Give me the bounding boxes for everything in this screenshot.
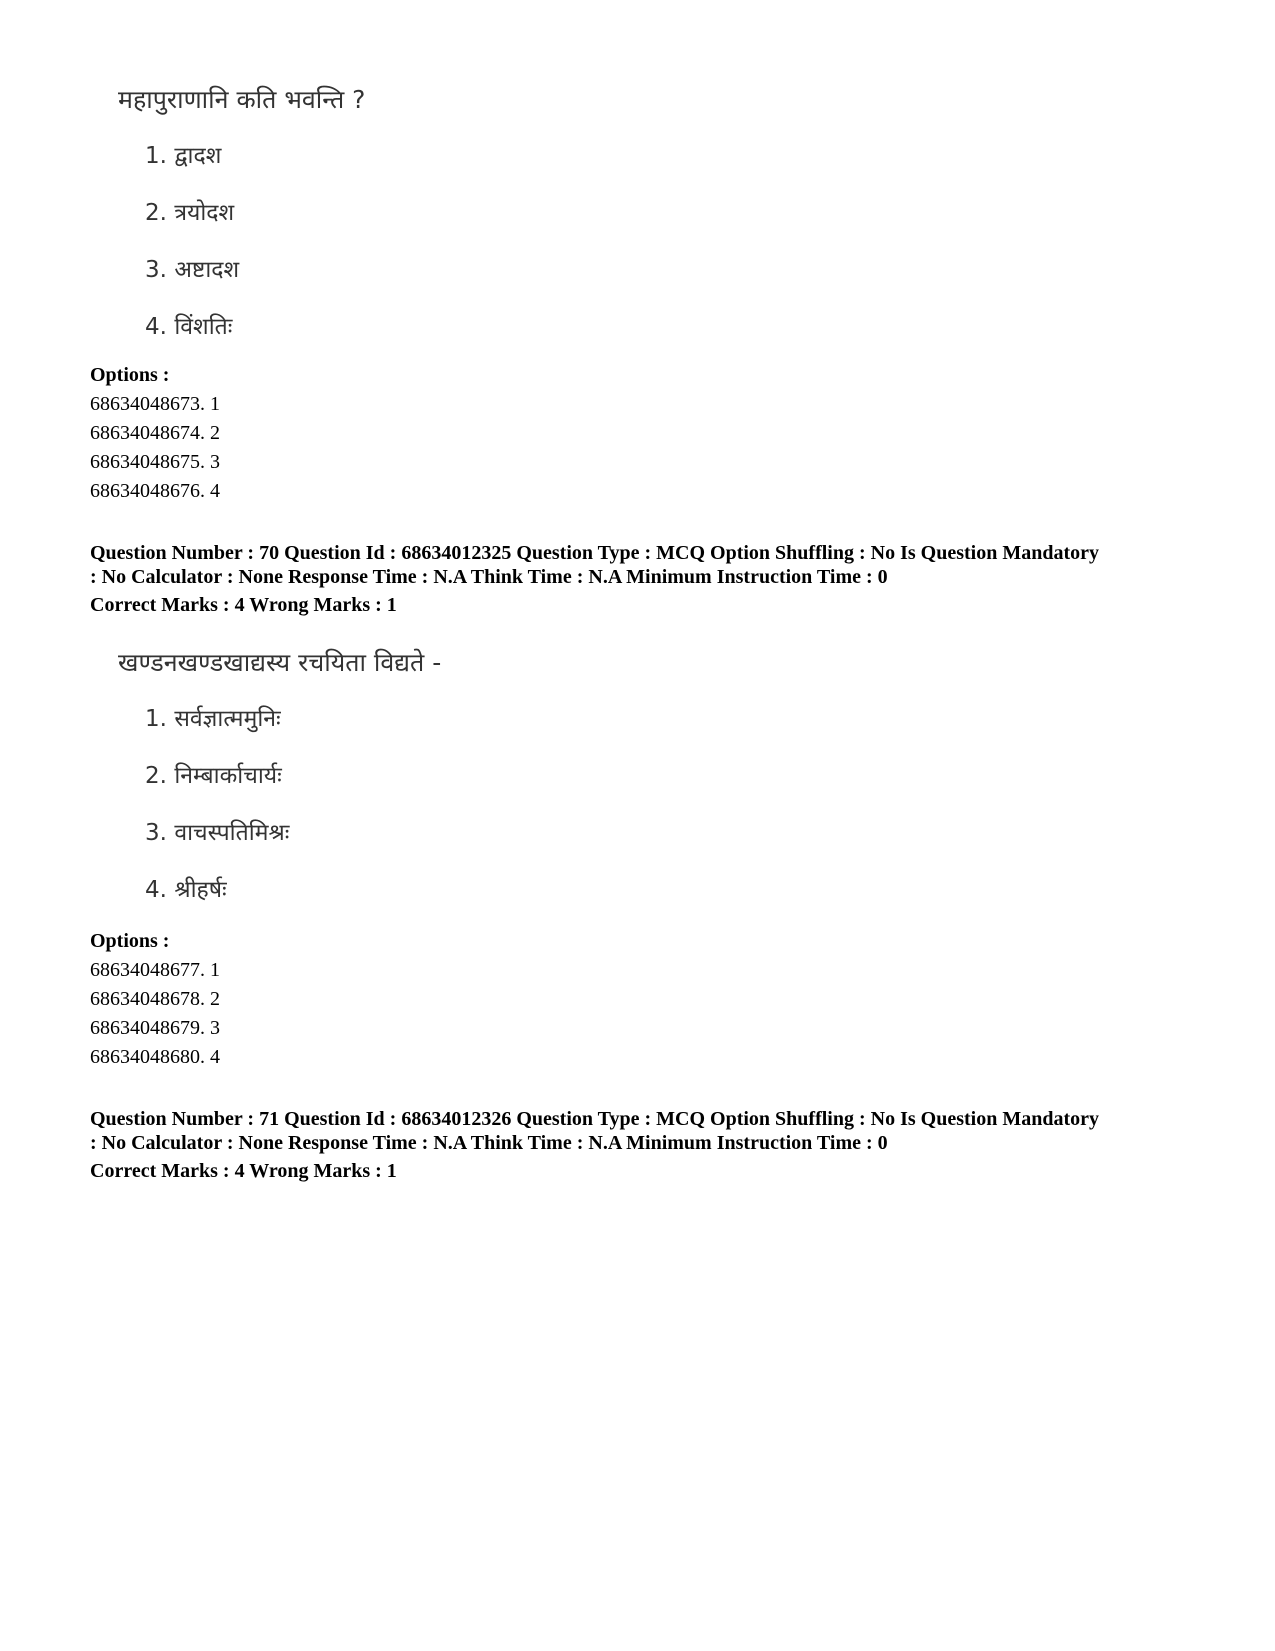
option-row: 68634048680. 4 xyxy=(90,1046,220,1068)
options-label: Options : xyxy=(90,930,170,952)
question-text: खण्डनखण्डखाद्यस्य रचयिता विद्यते - xyxy=(118,648,442,677)
choice-item: 2. निम्बार्काचार्यः xyxy=(145,763,282,789)
option-row: 68634048676. 4 xyxy=(90,480,220,502)
option-row: 68634048675. 3 xyxy=(90,451,220,473)
question-text: महापुराणानि कति भवन्ति ? xyxy=(118,85,366,114)
choice-item: 3. वाचस्पतिमिश्रः xyxy=(145,820,290,846)
option-row: 68634048673. 1 xyxy=(90,393,220,415)
choice-item: 2. त्रयोदश xyxy=(145,200,235,226)
option-row: 68634048679. 3 xyxy=(90,1017,220,1039)
meta-line: Question Number : 71 Question Id : 68634012326 Question Type : MCQ Option Shuffling : No Is Question Mandatory xyxy=(90,1108,1099,1130)
options-list xyxy=(90,927,220,1072)
option-row: 68634048677. 1 xyxy=(90,959,220,981)
choice-item: 1. सर्वज्ञात्ममुनिः xyxy=(145,706,281,732)
option-row: 68634048678. 2 xyxy=(90,988,220,1010)
question-meta xyxy=(90,1107,1150,1183)
meta-line: : No Calculator : None Response Time : N.A Think Time : N.A Minimum Instruction Time : 0 xyxy=(90,566,888,588)
question-choices xyxy=(145,136,239,364)
question-choices xyxy=(145,699,289,927)
option-row: 68634048674. 2 xyxy=(90,422,220,444)
choice-item: 4. विंशतिः xyxy=(145,314,233,340)
marks-line: Correct Marks : 4 Wrong Marks : 1 xyxy=(90,594,397,616)
marks-line: Correct Marks : 4 Wrong Marks : 1 xyxy=(90,1160,397,1182)
options-list xyxy=(90,361,220,506)
meta-line: : No Calculator : None Response Time : N.A Think Time : N.A Minimum Instruction Time : 0 xyxy=(90,1132,888,1154)
meta-line: Question Number : 70 Question Id : 68634012325 Question Type : MCQ Option Shuffling : No Is Question Mandatory xyxy=(90,542,1099,564)
options-label: Options : xyxy=(90,364,170,386)
question-meta xyxy=(90,541,1150,617)
choice-item: 1. द्वादश xyxy=(145,143,222,169)
choice-item: 3. अष्टादश xyxy=(145,257,240,283)
choice-item: 4. श्रीहर्षः xyxy=(145,877,227,903)
